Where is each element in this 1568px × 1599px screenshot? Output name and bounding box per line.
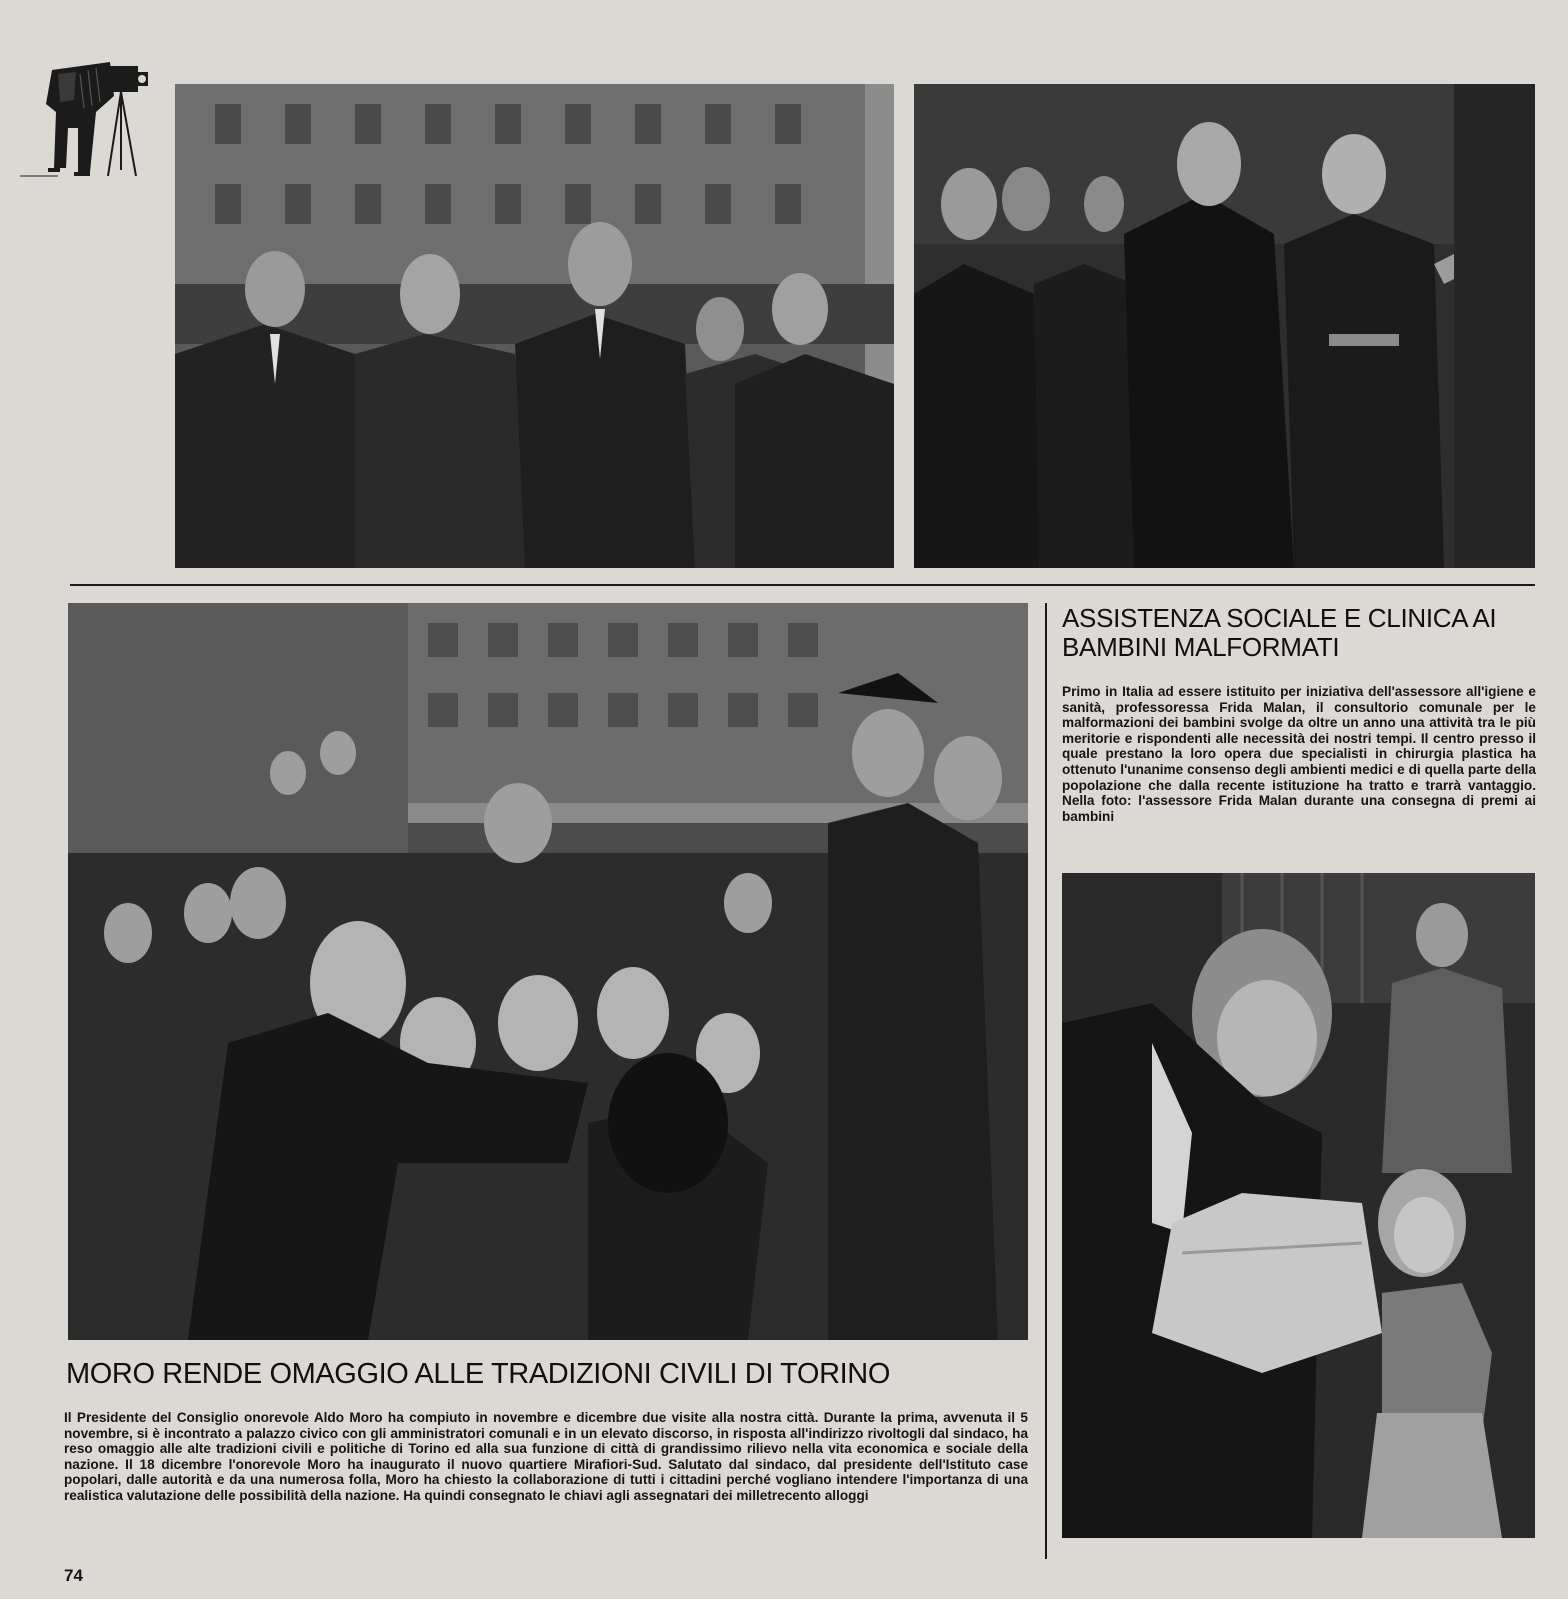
photo-moro-crowd xyxy=(68,603,1028,1340)
side-article-title: ASSISTENZA SOCIALE E CLINICA AI BAMBINI MALFORMATI xyxy=(1062,603,1497,662)
horizontal-divider xyxy=(70,584,1535,586)
photo-frida-malan-award xyxy=(1062,873,1535,1538)
photo-officials-walking xyxy=(175,84,894,568)
main-article-title: MORO RENDE OMAGGIO ALLE TRADIZIONI CIVILI DI TORINO xyxy=(66,1358,890,1390)
vertical-divider xyxy=(1045,603,1047,1559)
main-article-body: Il Presidente del Consiglio onorevole Aldo Moro ha compiuto in novembre e dicembre due visite alla nostra città. Durante la prima, avvenuta il 5 novembre, si è incontrato a palazzo civico con gli amministratori comunali e in un elevato discorso, in risposta all'indirizzo rivoltogli dal sindaco, ha reso omaggio alle alte tradizioni civili e politiche di Torino ed alla sua funzione di città di grandissimo rilievo nella vita economica e sociale della nazione. Il 18 dicembre l'onorevole Moro ha inaugurato il nuovo quartiere Mirafiori-Sud. Salutato dal sindaco, dal presidente dell'Istituto case popolari, dalle autorità e da una numerosa folla, Moro ha chiesto la collaborazione di tutti i cittadini perché vogliano intendere l'importanza di una realistica valutazione delle possibilità della nazione. Ha quindi consegnato le chiavi agli assegnatari dei milletrecento alloggi xyxy=(64,1410,1028,1503)
photographer-camera-icon xyxy=(18,52,150,184)
side-article-body: Primo in Italia ad essere istituito per iniziativa dell'assessore all'igiene e sanità, professoressa Frida Malan, il consultorio comunale per le malformazioni dei bambini svolge da oltre un anno una attività tra le più meritorie e rispondenti alle necessità dei nostri tempi. Il centro presso il quale prestano la loro opera due specialisti in chirurgia plastica ha ottenuto l'unanime consenso degli ambienti medici e di quella parte della popolazione che dalla recente istituzione ha tratto e trarrà vantaggio. Nella foto: l'assessore Frida Malan durante una consegna di premi ai bambini xyxy=(1062,684,1536,824)
photo-officials-indoors xyxy=(914,84,1535,568)
page-number: 74 xyxy=(64,1566,83,1585)
